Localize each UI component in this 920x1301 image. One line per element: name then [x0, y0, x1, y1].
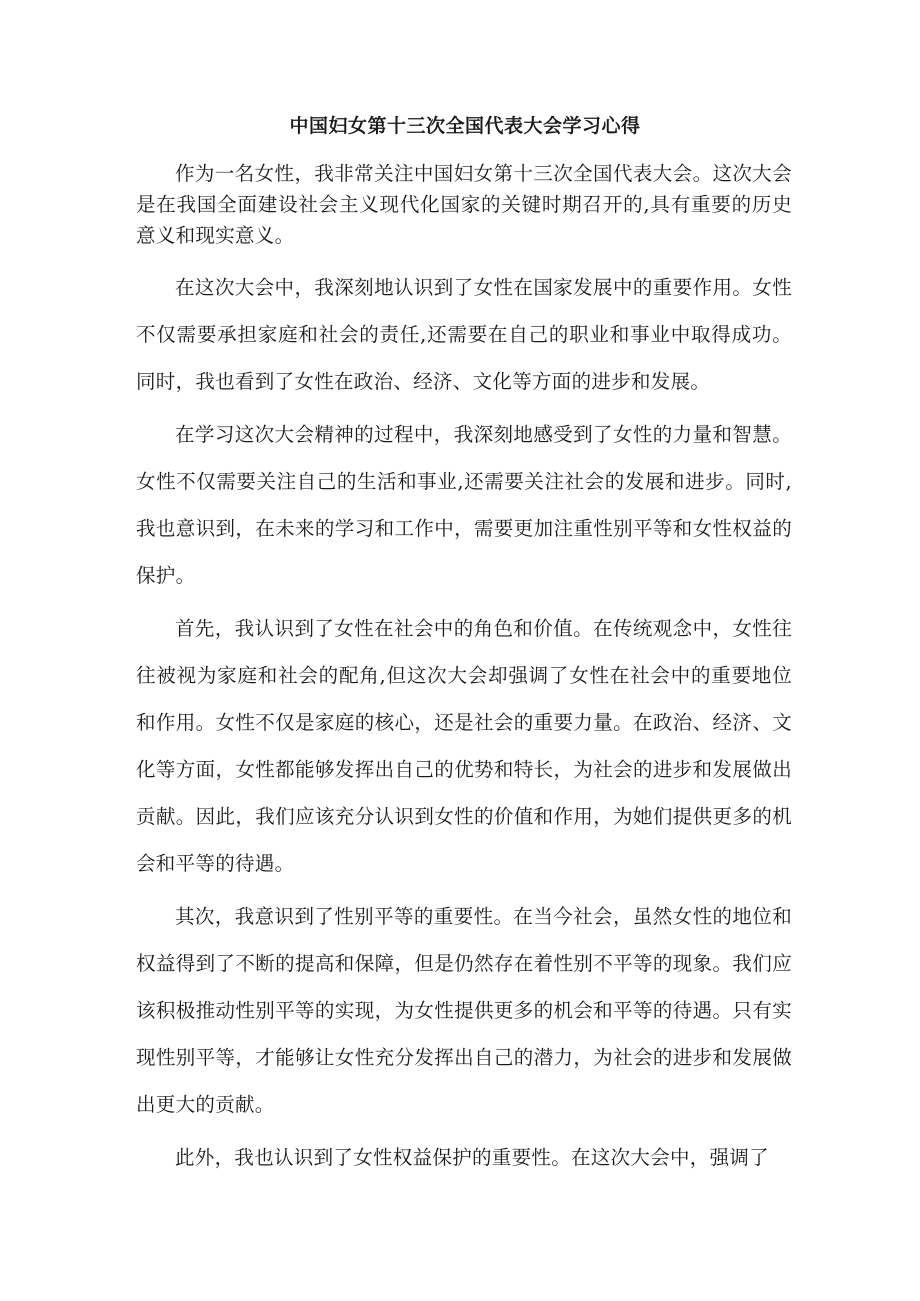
paragraph-second-point: 其次，我意识到了性别平等的重要性。在当今社会，虽然女性的地位和权益得到了不断的提高和保障，但是仍然存在着性别不平等的现象。我们应该积极推动性别平等的实现，为女性提供更多的机会和平等的待遇。只有实现性别平等，才能够让女性充分发挥出自己的潜力，为社会的进步和发展做出更大的贡献。	[136, 905, 792, 1116]
paragraph-strength-and-wisdom: 在学习这次大会精神的过程中，我深刻地感受到了女性的力量和智慧。女性不仅需要关注自己的生活和事业,还需要关注社会的发展和进步。同时,我也意识到，在未来的学习和工作中，需要更加注重性别平等和女性权益的保护。	[136, 423, 792, 587]
document-title: 中国妇女第十三次全国代表大会学习心得	[289, 115, 641, 137]
paragraph-role-in-development: 在这次大会中，我深刻地认识到了女性在国家发展中的重要作用。女性不仅需要承担家庭和社会的责任,还需要在自己的职业和事业中取得成功。同时，我也看到了女性在政治、经济、文化等方面的进步和发展。	[136, 276, 792, 393]
paragraph-intro: 作为一名女性，我非常关注中国妇女第十三次全国代表大会。这次大会是在我国全面建设社会主义现代化国家的关键时期召开的,具有重要的历史意义和现实意义。	[136, 162, 792, 247]
paragraph-third-point: 此外，我也认识到了女性权益保护的重要性。在这次大会中，强调了	[175, 1146, 770, 1169]
paragraph-first-point: 首先，我认识到了女性在社会中的角色和价值。在传统观念中，女性往往被视为家庭和社会的配角,但这次大会却强调了女性在社会中的重要地位和作用。女性不仅是家庭的核心，还是社会的重要力量。在政治、经济、文化等方面，女性都能够发挥出自己的优势和特长，为社会的进步和发展做出贡献。因此，我们应该充分认识到女性的价值和作用，为她们提供更多的机会和平等的待遇。	[136, 617, 792, 875]
